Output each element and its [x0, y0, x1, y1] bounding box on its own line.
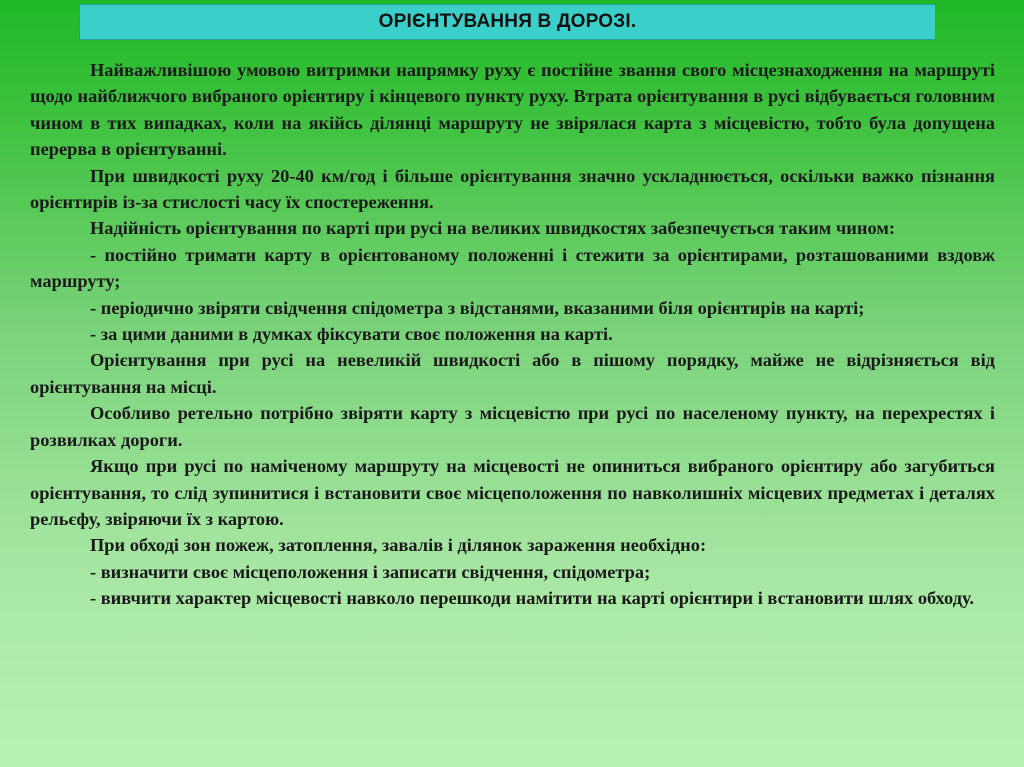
paragraph-1: Найважливішою умовою витримки напрямку руху є постійне звання свого місцезнаходження на маршруті щодо найближчого вибраного орієнтиру і кінцевого пункту руху. Втрата орієнтування в русі відбувається головним чином в тих випадках, коли на якійсь ділянці маршруту не звірялася карта з місцевістю, тобто була допущена перерва в орієнтуванні.: [30, 60, 995, 160]
page-title: ОРІЄНТУВАННЯ В ДОРОЗІ.: [378, 11, 637, 32]
paragraph-2: При швидкості руху 20-40 км/год і більше орієнтування значно ускладнюється, оскільки важко пізнання орієнтирів із-за стислості часу їх спостереження.: [30, 165, 995, 213]
paragraph-5: Особливо ретельно потрібно звіряти карту з місцевістю при русі по населеному пункту, на перехрестях і розвилках дороги.: [30, 403, 995, 450]
list-item-2: - періодично звіряти свідчення спідометра з відстанями, вказаними біля орієнтирів на карті;: [90, 297, 865, 318]
document-body: [30, 57, 995, 612]
paragraph-7: При обході зон пожеж, затоплення, завалів і ділянок зараження необхідно:: [90, 535, 707, 556]
list-item-1: - постійно тримати карту в орієнтованому положенні і стежити за орієнтирами, розташованими вздовж маршруту;: [30, 244, 995, 292]
list-item-5: - вивчити характер місцевості навколо перешкоди намітити на карті орієнтири і встановити шлях обходу.: [90, 588, 974, 609]
title-banner: [79, 4, 936, 40]
paragraph-3: Надійність орієнтування по карті при русі на великих швидкостях забезпечується таким чином:: [90, 218, 895, 239]
paragraph-6: Якщо при русі по наміченому маршруту на місцевості не опиниться вибраного орієнтиру або загубиться орієнтування, то слід зупинитися і встановити своє місцеположення по навколишніх місцевих предметах і деталях рельєфу, звіряючи їх з картою.: [30, 456, 995, 529]
paragraph-4: Орієнтування при русі на невеликій швидкості або в пішому порядку, майже не відрізняється від орієнтування на місці.: [30, 350, 995, 397]
list-item-4: - визначити своє місцеположення і записати свідчення, спідометра;: [90, 561, 651, 582]
list-item-3: - за цими даними в думках фіксувати своє положення на карті.: [90, 324, 613, 345]
